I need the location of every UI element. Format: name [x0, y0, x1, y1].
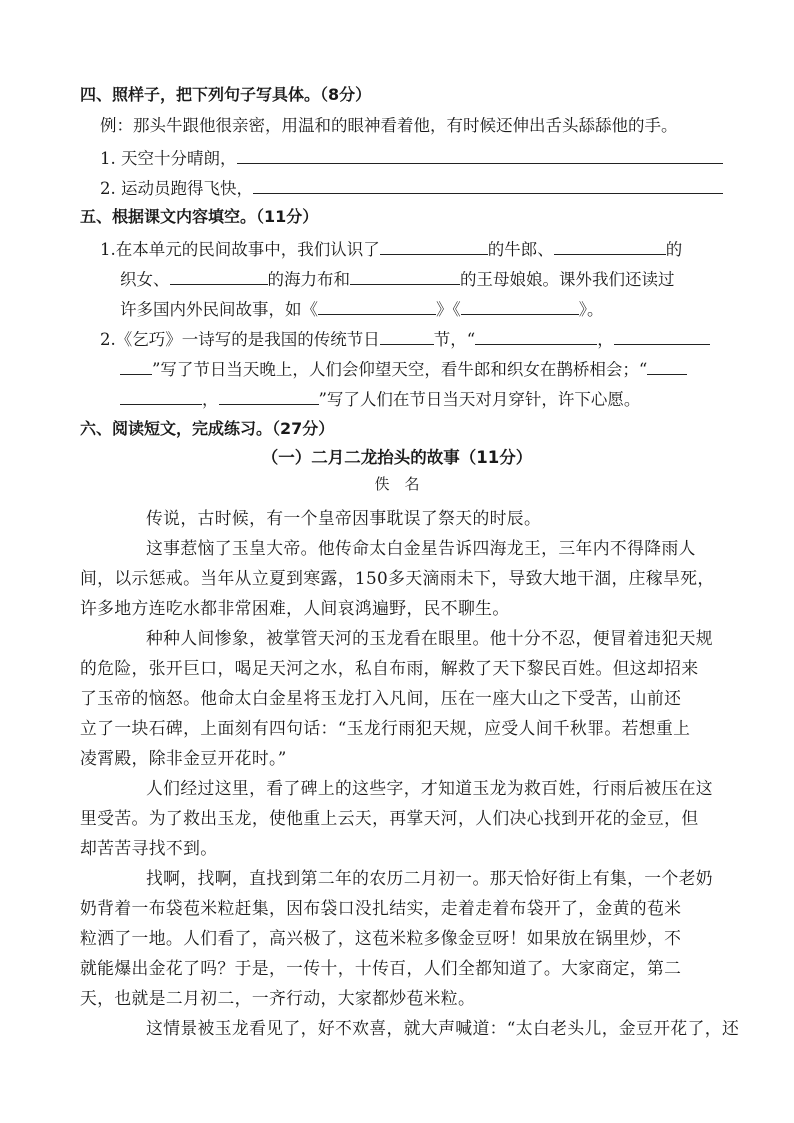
paragraph-2-line: 这事惹恼了玉皇大帝。他传命太白金星告诉四海龙王，三年内不得降雨人 [146, 538, 696, 558]
text: 的海力布和 [267, 270, 350, 289]
story-author: 佚 名 [374, 475, 420, 493]
text: 的王母娘娘。课外我们还读过 [460, 270, 675, 289]
blank[interactable] [170, 267, 268, 285]
blank[interactable] [475, 327, 597, 345]
paragraph-5-line: 找啊，找啊，直找到第二年的农历二月初一。那天恰好街上有集，一个老奶 [146, 868, 713, 888]
text: 1.在本单元的民间故事中，我们认识了 [100, 240, 380, 259]
paragraph-5-line: 粒洒了一地。人们看了，高兴极了，这苞米粒多像金豆呀！如果放在锅里炒，不 [80, 928, 682, 948]
text: 的 [665, 240, 683, 259]
text: 2.《乞巧》一诗写的是我国的传统节日 [100, 330, 380, 349]
section-5-q2-line3 [120, 387, 640, 411]
section-4-example: 例：那头牛跟他很亲密，用温和的眼神看着他，有时候还伸出舌头舔舔他的手。 [100, 116, 678, 135]
text: 》。 [578, 300, 604, 319]
paragraph-3-line: 种种人间惨象，被掌管天河的玉龙看在眼里。他十分不忍，便冒着违犯天规 [146, 628, 713, 648]
paragraph-2-line: 间，以示惩戒。当年从立夏到寒露，150多天滴雨未下，导致大地干涸，庄稼旱死， [80, 568, 715, 588]
section-5-q2-line1 [100, 327, 710, 351]
paragraph-4-line: 人们经过这里，看了碑上的这些字，才知道玉龙为救百姓，行雨后被压在这 [146, 778, 713, 798]
text: 许多国内外民间故事，如《 [120, 300, 318, 319]
blank[interactable] [120, 357, 152, 375]
paragraph-4-line: 里受苦。为了救出玉龙，使他重上云天，再掌天河，人们决心找到开花的金豆，但 [80, 808, 699, 828]
paragraph-2-line: 许多地方连吃水都非常困难，人间哀鸿遍野，民不聊生。 [80, 598, 510, 618]
blank[interactable] [554, 237, 666, 255]
text: ”写了人们在节日当天对月穿针，许下心愿。 [318, 390, 641, 409]
text: 节，“ [433, 330, 476, 349]
paragraph-5-line: 奶背着一布袋苞米粒赶集，因布袋口没扎结实，走着走着布袋开了，金黄的苞米 [80, 898, 682, 918]
blank[interactable] [647, 357, 687, 375]
section-4-title: 四、照样子，把下列句子写具体。（8分） [80, 85, 372, 104]
blank[interactable] [219, 387, 319, 405]
paragraph-3-line: 凌霄殿，除非金豆开花时。” [80, 748, 287, 768]
paragraph-6-line: 这情景被玉龙看见了，好不欢喜，就大声喊道：“太白老头儿，金豆开花了，还 [146, 1018, 740, 1038]
paragraph-1: 传说，古时候，有一个皇帝因事耽误了祭天的时辰。 [146, 508, 542, 528]
q2-prompt: 2. 运动员跑得飞快， [100, 179, 253, 198]
paragraph-3-line: 立了一块石碑，上面刻有四句话：“玉龙行雨犯天规，应受人间千秋罪。若想重上 [80, 718, 691, 738]
story-title: （一）二月二龙抬头的故事（11分） [261, 448, 533, 467]
q2-answer-line[interactable] [253, 176, 723, 194]
blank[interactable] [318, 297, 436, 315]
text: ”写了节日当天晚上，人们会仰望天空，看牛郎和织女在鹊桥相会；“ [152, 360, 648, 379]
q1-prompt: 1. 天空十分晴朗， [100, 149, 237, 168]
blank[interactable] [120, 387, 202, 405]
paragraph-3-line: 的危险，张开巨口，喝足天河之水，私自布雨，解救了天下黎民百姓。但这却招来 [80, 658, 699, 678]
text: ， [202, 390, 219, 409]
blank[interactable] [461, 297, 579, 315]
section-5-q1-line2 [120, 267, 675, 291]
blank[interactable] [614, 327, 710, 345]
section-6-title: 六、阅读短文，完成练习。（27分） [80, 419, 335, 438]
paragraph-4-line: 却苦苦寻找不到。 [80, 838, 218, 858]
section-5-title: 五、根据课文内容填空。（11分） [80, 207, 319, 226]
section-5-q1-line3 [120, 297, 604, 321]
text: ， [597, 330, 614, 349]
paragraph-5-line: 就能爆出金花了吗？于是，一传十，十传百，人们全都知道了。大家商定，第二 [80, 958, 682, 978]
section-4-q1 [100, 146, 723, 170]
paragraph-5-line: 天，也就是二月初二，一齐行动，大家都炒苞米粒。 [80, 988, 476, 1008]
text: 织女、 [120, 270, 170, 289]
blank[interactable] [380, 327, 434, 345]
blank[interactable] [380, 237, 488, 255]
section-4-q2 [100, 176, 723, 200]
text: 的牛郎、 [487, 240, 554, 259]
text: 》《 [436, 300, 461, 319]
paragraph-3-line: 了玉帝的恼怒。他命太白金星将玉龙打入凡间，压在一座大山之下受苦，山前还 [80, 688, 682, 708]
blank[interactable] [350, 267, 460, 285]
section-5-q2-line2 [120, 357, 687, 381]
q1-answer-line[interactable] [237, 146, 723, 164]
section-5-q1-line1 [100, 237, 682, 261]
